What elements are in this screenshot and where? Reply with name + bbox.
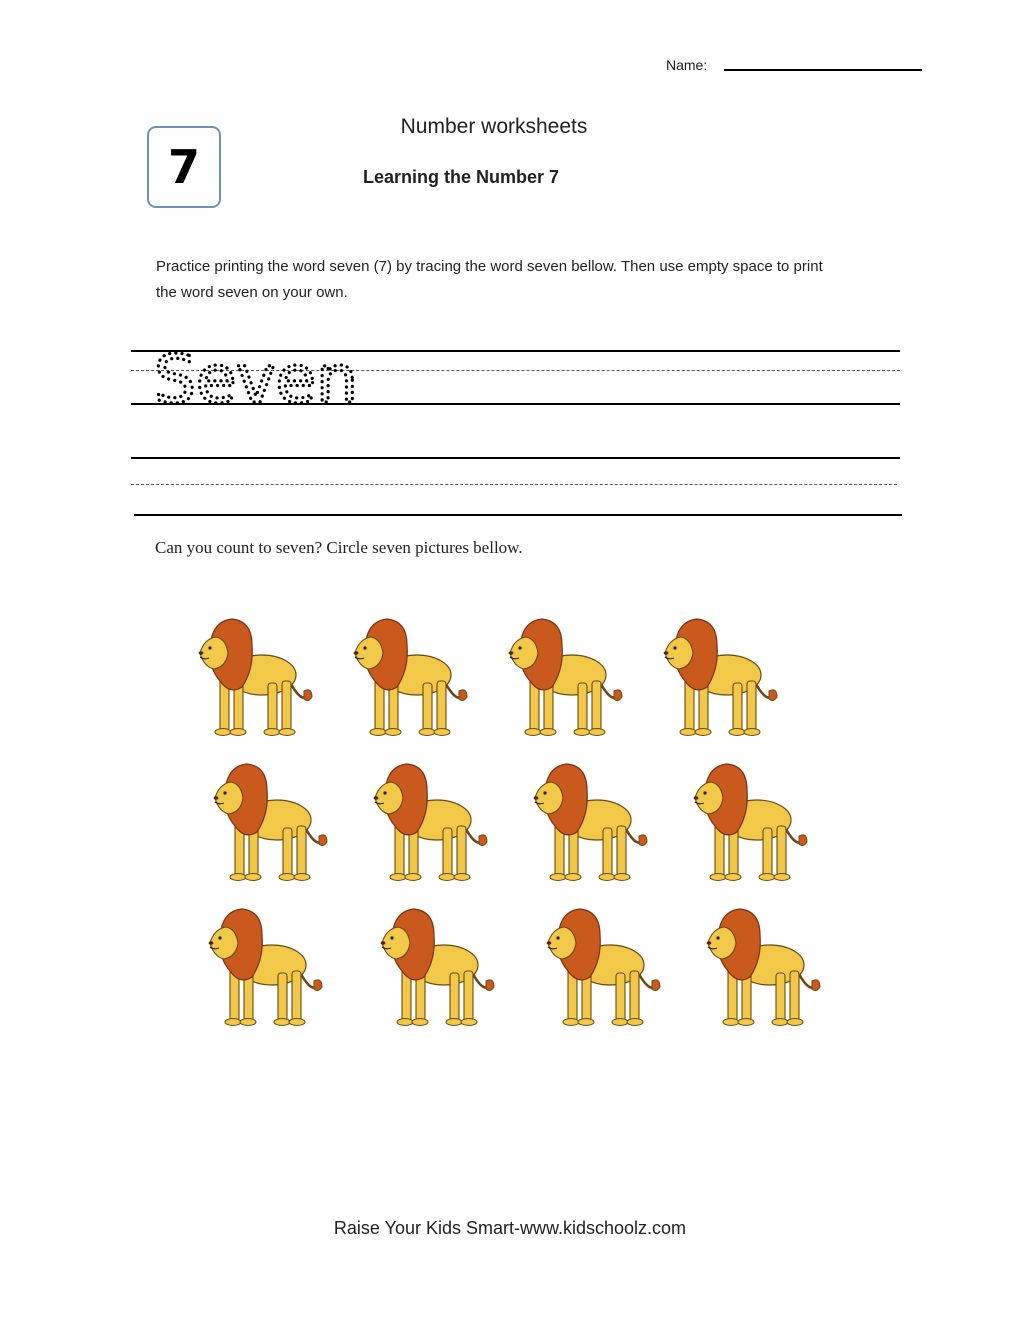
trace-word-text: Seven [154,341,358,418]
lion-icon[interactable] [525,762,655,887]
lion-icon[interactable] [205,762,335,887]
footer-text: Raise Your Kids Smart-www.kidschoolz.com [333,1218,687,1238]
practice-base-line[interactable] [134,514,902,516]
lion-icon[interactable] [372,907,502,1032]
counting-prompt: Can you count to seven? Circle seven pictures bellow. [155,538,523,557]
practice-mid-line [131,484,897,485]
name-label: Name: [666,57,708,73]
page-title: Number worksheets [400,115,588,138]
lion-icon[interactable] [200,907,330,1032]
dotted-trace-word[interactable] [152,341,358,418]
lion-icon[interactable] [698,907,828,1032]
number-badge [147,126,221,208]
lion-icon[interactable] [655,617,785,742]
lion-icon[interactable] [500,617,630,742]
lion-icon[interactable] [190,617,320,742]
name-write-line[interactable] [724,69,922,71]
page-subtitle: Learning the Number 7 [363,167,560,187]
lion-icon[interactable] [365,762,495,887]
lion-icon[interactable] [345,617,475,742]
lion-icon[interactable] [685,762,815,887]
practice-top-line[interactable] [131,457,900,459]
instructions-text: Practice printing the word seven (7) by tracing the word seven bellow. Then use empty space to print the word seven on your own. [156,258,823,301]
lion-icon[interactable] [538,907,668,1032]
number-badge-value: 7 [167,140,200,194]
